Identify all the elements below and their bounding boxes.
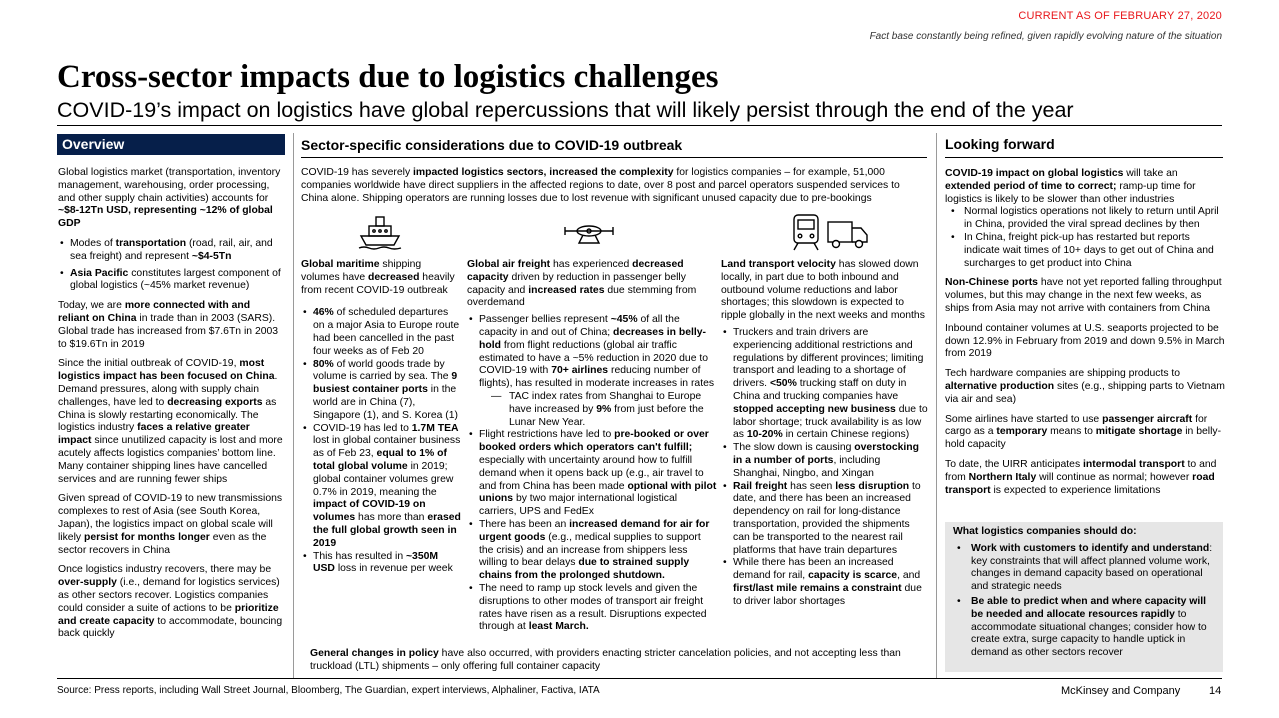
- overview-section: [58, 167, 283, 648]
- maritime-lead: Global maritime shipping volumes have decreased heavily from recent COVID-19 outbreak: [301, 259, 455, 296]
- air-bullets-2: [467, 429, 717, 634]
- forward-bullet: • In China, freight pick-up has restarted but reports indicate wait times of 10+ days to get out of China and surcharges to get product into China: [949, 232, 1225, 270]
- forward-paragraph: Tech hardware companies are shipping products to alternative production sites (e.g., shipping parts to Vietnam via air and sea): [945, 368, 1225, 405]
- recommendation-item: • Be able to predict when and where capacity will be needed and allocate resources rapidly to accommodate situational changes; consider how to create extra, surge capacity to handle uptick in demand as other sectors recover: [955, 596, 1215, 660]
- forward-paragraph: Inbound container volumes at U.S. seaports projected to be down 12.9% in February from 2019 and down 9.5% in March from 2019: [945, 322, 1225, 360]
- fact-base-note: Fact base constantly being refined, given rapidly evolving nature of the situation: [869, 31, 1222, 42]
- air-bullet: • Flight restrictions have led to pre-booked or over booked orders which operators can't fulfill; especially with uncertainty around how to fulfill demand when it opens back up (e.g., air travel to and from China has been made optional with pilot unions by two major international logistical carriers, UPS and FedEx: [467, 429, 717, 519]
- recommendations-heading: What logistics companies should do:: [953, 526, 1137, 537]
- maritime-bullet: • 80% of world goods trade by volume is carried by sea. The 9 busiest container ports in the world are in China (7), Singapore (1), and S. Korea (1): [301, 359, 461, 423]
- recommendations-box: [945, 522, 1223, 672]
- maritime-bullets: [301, 307, 461, 576]
- air-bullet: • There has been an increased demand for air for urgent goods (e.g., medical supplies to support the crisis) and an increase from shippers less willing to bear delays due to strained supply chains from the prolonged shutdown.: [467, 519, 717, 583]
- forward-section: [945, 168, 1225, 504]
- land-bullet: • While there has been an increased demand for rail, capacity is scarce, and first/last mile remains a constraint due to driver labor shortages: [721, 557, 928, 608]
- forward-paragraph: To date, the UIRR anticipates intermodal transport to and from Northern Italy will continue as normal; however road transport is expected to experience limitations: [945, 458, 1217, 496]
- overview-bullet: • Modes of transportation (road, rail, air, and sea freight) and represent ~$4-5Tn: [58, 238, 283, 264]
- maritime-bullet: • COVID-19 has led to 1.7M TEA lost in global container business as of Feb 23, equal to 1% of total global volume in 2019; global container volumes grew 0.7% in 2019, meaning the impact of COVID-19 on volumes has more than erased the full global growth seen in 2019: [301, 423, 461, 551]
- overview-paragraph: Today, we are more connected with and reliant on China in trade than in 2003 (SARS). Global trade has increased from $7.6Tn in 2003 to $19.6Tn in 2019: [58, 300, 279, 350]
- forward-paragraph: Non-Chinese ports have not yet reported falling throughput volumes, but this may change in the next few weeks, as ships from Asia may not arrive with containers from China: [945, 277, 1222, 314]
- forward-bullet: • Normal logistics operations not likely to return until April in China, provided the viral spread declines by then: [949, 206, 1225, 232]
- source-note: Source: Press reports, including Wall Street Journal, Bloomberg, The Guardian, expert interviews, Alphaliner, Factiva, IATA: [57, 685, 600, 696]
- airplane-icon: [563, 215, 615, 249]
- air-bullet: • Passenger bellies represent ~45% of all the capacity in and out of China; decreases in belly-hold from flight reductions (global air traffic estimated to have a ~5% reduction in 2020 due to COVID-19 with 70+ airlines reducing number of flights), has resulted in moderate increases in rates: [467, 314, 717, 391]
- sector-intro: COVID-19 has severely impacted logistics sectors, increased the complexity for logistics companies – for example, 51,000 companies worldwide have direct suppliers in the affected regions to date, over 8 post and parcel operators suspended services to China alone. Shipping operators are running losses due to lost revenue with significant unused capacity due to pre-bookings: [301, 167, 900, 204]
- page-subtitle: COVID-19’s impact on logistics have global repercussions that will likely persist through the end of the year: [57, 98, 1074, 122]
- land-bullet: • The slow down is causing overstocking in a number of ports, including Shanghai, Ningbo, and Xingan: [721, 442, 928, 480]
- land-section: [721, 259, 928, 609]
- column-divider-left: [293, 133, 294, 678]
- overview-paragraph: Once logistics industry recovers, there may be over-supply (i.e., demand for logistics services) as other sectors recover. Logistics companies could consider a suite of actions to be prioritize and create capacity to accommodate, bouncing back quickly: [58, 564, 283, 640]
- forward-paragraph: Some airlines have started to use passenger aircraft for cargo as a temporary means to mitigate shortage in belly-hold capacity: [945, 413, 1222, 451]
- footer-rule: [57, 678, 1222, 679]
- column-divider-right: [936, 133, 937, 678]
- overview-paragraph: Since the initial outbreak of COVID-19, most logistics impact has been focused on China. Demand pressures, along with supply chain challenges, have led to decreasing exports as China is slowly restarting economically. The logistics industry faces a relative greater impact since unutilized capacity is lost and more acutely affects logistics companies’ bottom line. Many container shipping lines have cancelled services and are running fewer ships: [58, 358, 283, 485]
- sector-heading-rule: [301, 157, 927, 158]
- overview-paragraph: Global logistics market (transportation, inventory management, warehousing, order processing, and other supply chain activities) accounts for ~$8-12Tn USD, representing ~12% of global GDP: [58, 167, 281, 230]
- land-bullet: • Rail freight has seen less disruption to date, and there has been an increased dependency on rail for long-distance transportation, provided the shipments can be transported to the nearest rail platforms that have train departures: [721, 481, 928, 558]
- maritime-bullet: • This has resulted in ~350M USD loss in revenue per week: [301, 551, 461, 577]
- maritime-bullet: • 46% of scheduled departures on a major Asia to Europe route had been cancelled in the past four weeks as of Feb 20: [301, 307, 461, 358]
- recommendations-bullets: [953, 543, 1215, 660]
- truck-icon: [826, 219, 870, 251]
- current-as-of-date: CURRENT AS OF FEBRUARY 27, 2020: [1018, 10, 1222, 22]
- train-icon: [789, 212, 823, 252]
- overview-bullet: • Asia Pacific constitutes largest component of global logistics (~45% market revenue): [58, 268, 283, 294]
- ship-icon: [357, 212, 403, 250]
- policy-note: General changes in policy have also occurred, with providers enacting stricter cancelation policies, and not accepting less than truckload (LTL) shipments – only offering full container capacity: [310, 648, 901, 672]
- overview-bullets: [58, 238, 283, 293]
- land-lead: Land transport velocity has slowed down locally, in part due to both inbound and outbound volume reductions and labor shortages; this slowdown is expected to ripple globally in the next weeks and months: [721, 259, 925, 322]
- air-sub-bullet: — TAC index rates from Shanghai to Europe have increased by 9% from just before the Lunar New Year.: [493, 391, 717, 429]
- overview-heading: Overview: [57, 134, 285, 155]
- overview-paragraph: Given spread of COVID-19 to new transmissions complexes to rest of Asia (see South Korea, Japan), the logistics impact on global scale will likely persist for months longer even as the sector recovers in China: [58, 493, 283, 556]
- land-bullets: [721, 327, 928, 609]
- page-title: Cross-sector impacts due to logistics challenges: [57, 59, 719, 95]
- company-name: McKinsey and Company: [1061, 685, 1181, 697]
- air-lead: Global air freight has experienced decreased capacity driven by reduction in passenger belly capacity and increased rates due stemming from overdemand: [467, 259, 697, 309]
- title-rule: [57, 125, 1222, 126]
- page-number: 14: [1209, 685, 1222, 697]
- air-bullet: • The need to ramp up stock levels and given the disruptions to other modes of transport air freight rates have risen as a result. Disruptions expected through at least March.: [467, 583, 717, 634]
- land-bullet: • Truckers and train drivers are experiencing additional restrictions and regulations by different provinces; limiting transport and leading to a shortage of drivers. <50% trucking staff on duty in China and trucking companies have stopped accepting new business due to labor shortage; truck availability is as low as 10-20% in certain Chinese regions): [721, 327, 928, 442]
- sector-heading: Sector-specific considerations due to COVID-19 outbreak: [301, 137, 683, 153]
- air-sub-bullets: [467, 391, 717, 429]
- air-bullets: [467, 314, 717, 391]
- forward-heading: Looking forward: [945, 136, 1055, 152]
- recommendation-item: • Work with customers to identify and understand: key constraints that will affect planned volume work, changes in demand capacity based on operational and strategic needs: [955, 543, 1215, 594]
- air-section: [467, 259, 717, 634]
- forward-paragraph: COVID-19 impact on global logistics will take an extended period of time to correct; ramp-up time for logistics is likely to be slower than other industries: [945, 168, 1196, 205]
- forward-bullets: [945, 206, 1225, 270]
- forward-heading-rule: [945, 157, 1223, 158]
- maritime-section: [301, 259, 461, 576]
